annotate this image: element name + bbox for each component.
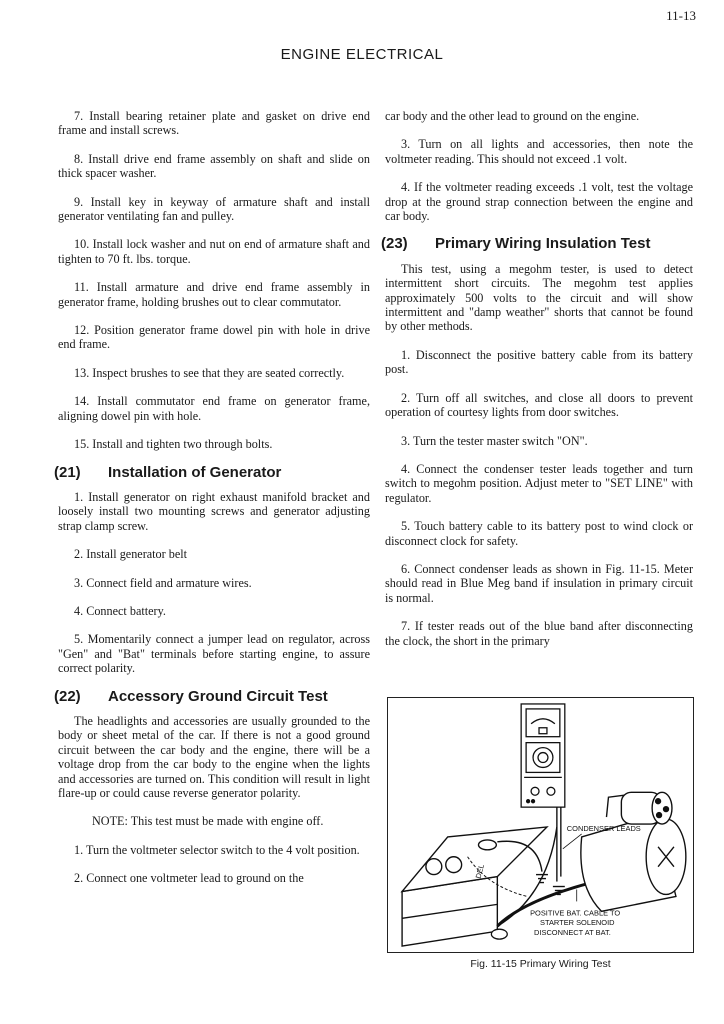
step-10: 10. Install lock washer and nut on end of armature shaft and tighten to 70 ft. lbs. torque. (58, 237, 370, 266)
step-13: 13. Inspect brushes to see that they are seated correctly. (74, 365, 345, 380)
step-9: 9. Install key in keyway of armature shaft and install generator ventilating fan and pulley. (58, 194, 370, 224)
section-number: (23) (381, 235, 408, 253)
section-21-step: 4. Connect battery. (74, 603, 166, 618)
step-15: 15. Install and tighten two through bolts. (74, 437, 273, 452)
section-23-intro: This test, using a megohm tester, is used to detect intermittent short circuits. The megohm test applies approximately 500 volts to the circuit and will show intermittent and "damp weather" shorts that cannot be found by other methods. (385, 261, 693, 334)
section-23-step: 6. Connect condenser leads as shown in Fig. 11-15. Meter should read in Blue Meg band if insulation in primary circuit is normal. (385, 561, 693, 605)
section-23-step: 4. Connect the condenser tester leads together and turn switch to megohm position. Adjust meter to "SET LINE" with regulator. (385, 461, 693, 505)
section-title: Installation of Generator (108, 463, 282, 481)
section-21-heading (54, 463, 370, 481)
step-8: 8. Install drive end frame assembly on shaft and slide on thick spacer washer. (58, 151, 370, 181)
condenser-leads-label: CONDENSER LEADS (566, 823, 641, 833)
running-head: ENGINE ELECTRICAL (280, 46, 444, 63)
section-21-step: 2. Install generator belt (74, 547, 188, 562)
figure-caption: Fig. 11-15 Primary Wiring Test (470, 958, 611, 970)
cable-label-line-2: STARTER SOLENOID (540, 918, 615, 928)
section-22-note: NOTE: This test must be made with engine off. (92, 814, 324, 829)
continued-text: car body and the other lead to ground on the engine. (385, 109, 640, 123)
section-22-step: 1. Turn the voltmeter selector switch to the 4 volt position. (74, 842, 360, 857)
section-22-step: 2. Connect one voltmeter lead to ground on the (74, 871, 304, 886)
section-22-step: 3. Turn on all lights and accessories, then note the voltmeter reading. This should not exceed .1 volt. (385, 137, 693, 166)
section-21-step: 1. Install generator on right exhaust manifold bracket and loosely install two mounting screws and generator adjusting strap clamp screw. (58, 489, 370, 533)
section-23-step: 2. Turn off all switches, and close all doors to prevent operation of courtesy lights from door switches. (385, 390, 693, 420)
section-23-step: 7. If tester reads out of the blue band after disconnecting the clock, the short in the primary (385, 619, 693, 648)
leader-line (563, 834, 582, 849)
section-number: (22) (54, 687, 81, 705)
cable-label-line-3: DISCONNECT AT BAT. (534, 928, 611, 938)
section-21-step: 5. Momentarily connect a jumper lead on regulator, across "Gen" and "Bat" terminals before starting engine, to assure correct polarity. (58, 632, 370, 676)
section-23-step: 5. Touch battery cable to its battery post to wind clock or disconnect clock for safety. (385, 519, 693, 548)
section-22-intro: The headlights and accessories are usually grounded to the body or sheet metal of the car. If there is not a good ground circuit between the car body and the engine, there will be a voltage drop from the car body to the engine when the lights and accessories are turned on. This condition will result in light flare-up or could cause reverse generator polarity. (58, 713, 370, 800)
section-23-heading (381, 237, 693, 251)
starter-motor-icon (581, 792, 686, 911)
section-23-step: 1. Disconnect the positive battery cable from its battery post. (385, 347, 693, 377)
section-number: (21) (54, 463, 81, 481)
section-23-step: 3. Turn the tester master switch "ON". (401, 433, 588, 448)
left-column (54, 109, 370, 900)
section-title: Primary Wiring Insulation Test (435, 235, 651, 253)
right-column (381, 109, 693, 662)
figure-primary-wiring-test (387, 697, 694, 953)
section-21-step: 3. Connect field and armature wires. (74, 575, 252, 590)
page-number: 11-13 (666, 8, 696, 23)
figure-illustration (388, 698, 693, 952)
step-11: 11. Install armature and drive end frame assembly in generator frame, holding brushes out to clear commutator. (58, 280, 370, 309)
step-14: 14. Install commutator end frame on generator frame, aligning dowel pin with hole. (58, 394, 370, 423)
cable-label-line-1: POSITIVE BAT. CABLE TO (530, 908, 621, 918)
section-22-heading (54, 687, 370, 705)
section-22-step: 4. If the voltmeter reading exceeds .1 volt, test the voltage drop at the ground strap connection between the engine and car body. (385, 180, 693, 224)
battery-icon (402, 827, 548, 946)
section-title: Accessory Ground Circuit Test (108, 687, 328, 705)
battery-brand-label: DEL (473, 863, 487, 880)
step-12: 12. Position generator frame dowel pin with hole in drive end frame. (58, 323, 370, 352)
step-7: 7. Install bearing retainer plate and gasket on drive end frame and install screws. (58, 109, 370, 138)
megohm-tester-icon (521, 704, 565, 807)
